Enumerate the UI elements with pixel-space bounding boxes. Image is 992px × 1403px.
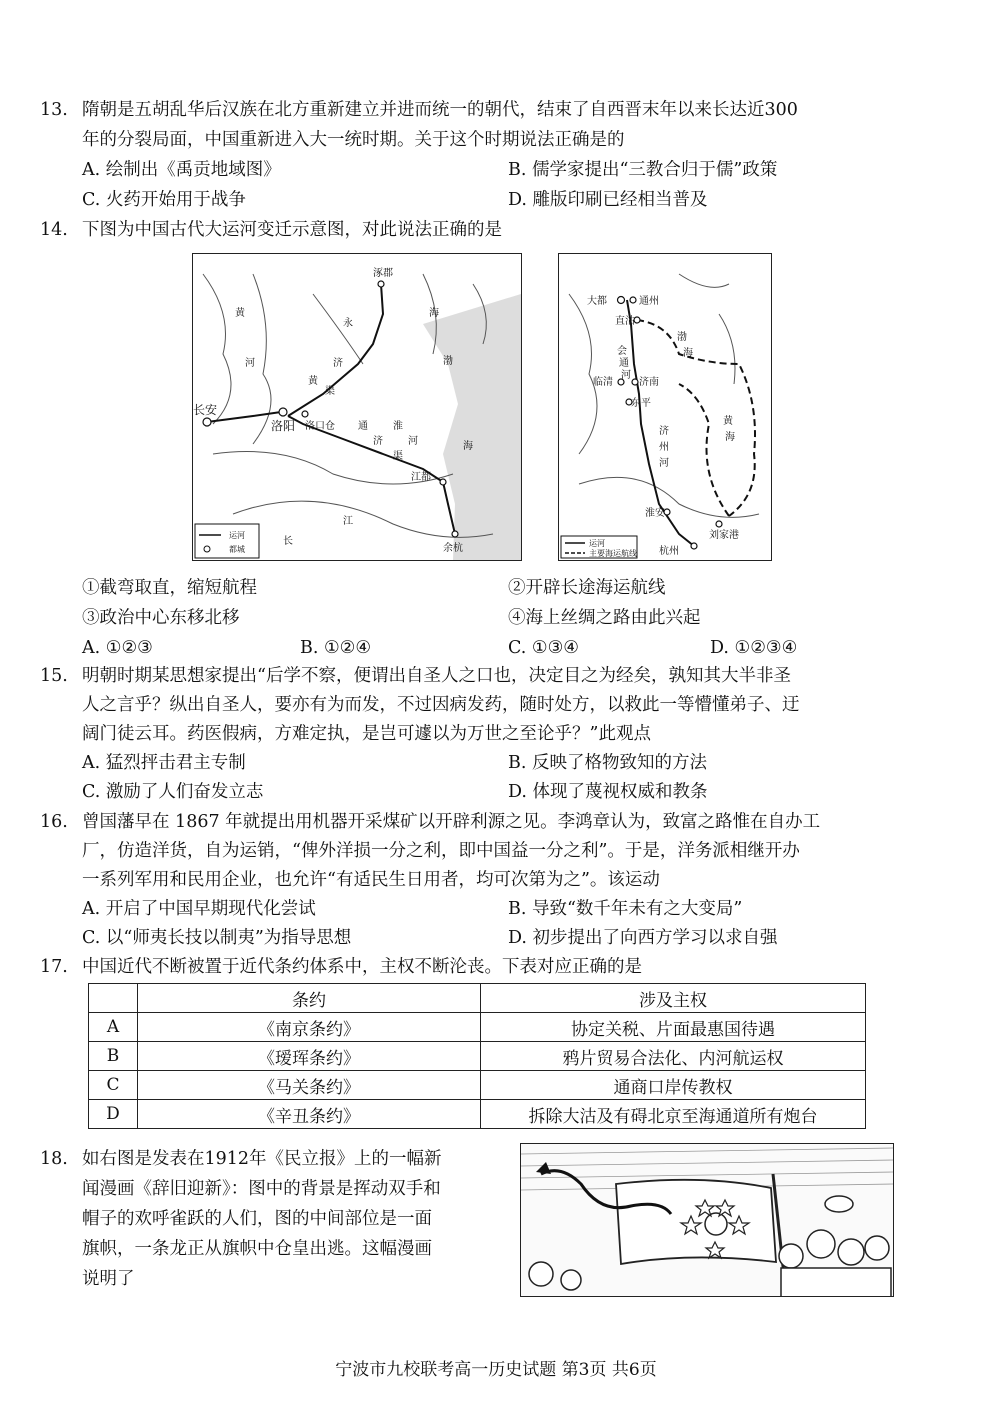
q18-line5: 说明了 xyxy=(82,1269,135,1289)
q18-line3: 帽子的欢呼雀跃的人们，图的中间部位是一面 xyxy=(82,1209,432,1229)
q18-number: 18. xyxy=(40,1149,68,1169)
map1-legend-canal: 运河 xyxy=(229,531,245,540)
map2-city-linqing: 临清 xyxy=(593,377,613,388)
map2-city-huaian: 淮安 xyxy=(645,508,665,519)
q15-option-c: C. 激励了人们奋发立志 xyxy=(82,782,264,802)
svg-text:江: 江 xyxy=(343,516,353,527)
map2-legend-canal: 运河 xyxy=(589,539,605,548)
map2-city-dongping: 东平 xyxy=(631,398,651,409)
table-header-letter xyxy=(89,984,138,1013)
table-row xyxy=(89,1042,866,1071)
svg-text:淮: 淮 xyxy=(393,421,403,432)
svg-text:河: 河 xyxy=(408,436,418,447)
q18-line2: 闻漫画《辞旧迎新》：图中的背景是挥动双手和 xyxy=(82,1179,441,1199)
treaty-table xyxy=(88,983,866,1129)
q13-line2: 年的分裂局面，中国重新进入大一统时期。关于这个时期说法正确是的 xyxy=(82,130,625,150)
table-cell-sovereignty: 拆除大沽及有碍北京至海通道所有炮台 xyxy=(481,1100,866,1129)
q14-option-a: A. ①②③ xyxy=(82,638,153,658)
table-row xyxy=(89,1100,866,1129)
cartoon-dragon-flag-image xyxy=(520,1143,894,1297)
q18-line4: 旗帜，一条龙正从旗帜中仓皇出逃。这幅漫画 xyxy=(82,1239,432,1259)
q13-option-a: A. 绘制出《禹贡地域图》 xyxy=(82,160,281,180)
q14-stem: 14. 下图为中国古代大运河变迁示意图，对此说法正确的是 xyxy=(40,220,502,240)
map1-city-jiangdu: 江都 xyxy=(411,472,431,483)
table-cell-treaty: 《瑷珲条约》 xyxy=(138,1042,481,1071)
q16-line3: 一系列军用和民用企业，也允许“有适民生日用者，均可次第为之”。该运动 xyxy=(82,870,660,890)
q13-line1: 13. 隋朝是五胡乱华后汉族在北方重新建立并进而统一的朝代，结束了自西晋末年以来长达近300 xyxy=(40,100,798,120)
table-cell-treaty: 《辛丑条约》 xyxy=(138,1100,481,1129)
svg-text:济: 济 xyxy=(333,358,343,369)
table-cell-treaty: 《南京条约》 xyxy=(138,1013,481,1042)
q13-number: 13. xyxy=(40,100,68,120)
q15-line2: 人之言乎？纵出自圣人，要亦有为而发，不过因病发药，随时处方，以救此一等懵懂弟子、迂 xyxy=(82,695,800,715)
q14-item-1: ①截弯取直，缩短航程 xyxy=(82,578,257,598)
map2-legend-sea-route: 主要海运航线 xyxy=(589,549,637,558)
svg-text:河: 河 xyxy=(621,370,631,381)
table-cell-treaty: 《马关条约》 xyxy=(138,1071,481,1100)
q16-line1: 16. 曾国藩早在 1867 年就提出用机器开采煤矿以开辟利源之见。李鸿章认为，致富之路惟在自办工 xyxy=(40,812,821,832)
svg-text:河: 河 xyxy=(245,358,255,369)
q13-option-c: C. 火药开始用于战争 xyxy=(82,190,246,210)
yuan-canal-map xyxy=(558,253,772,561)
map2-city-hangzhou: 杭州 xyxy=(659,546,679,557)
table-row xyxy=(89,1071,866,1100)
table-cell-letter: B xyxy=(89,1042,138,1071)
page-footer: 宁波市九校联考高一历史试题 第3页 共6页 xyxy=(335,1360,657,1380)
svg-text:海: 海 xyxy=(683,348,693,359)
map1-legend-capital: 都城 xyxy=(229,545,245,554)
sui-canal-map xyxy=(192,253,522,561)
q15-line3: 阔门徒云耳。药医假病，方难定执，是岂可遽以为万世之至论乎？”此观点 xyxy=(82,724,651,744)
svg-text:永: 永 xyxy=(343,318,353,329)
svg-text:长: 长 xyxy=(283,536,293,547)
svg-text:济: 济 xyxy=(659,426,669,437)
q15-option-a: A. 猛烈抨击君主专制 xyxy=(82,753,246,773)
svg-text:会: 会 xyxy=(617,346,627,357)
svg-text:济: 济 xyxy=(373,436,383,447)
q16-number: 16. xyxy=(40,812,68,832)
svg-text:黄: 黄 xyxy=(235,308,245,319)
q15-line1: 15. 明朝时期某思想家提出“后学不察，便谓出自圣人之口也，决定目之为经矣，孰知其大半非圣 xyxy=(40,666,791,686)
svg-text:海: 海 xyxy=(429,308,439,319)
q14-option-c: C. ①③④ xyxy=(508,638,579,658)
q14-item-2: ②开辟长途海运航线 xyxy=(508,578,666,598)
q14-number: 14. xyxy=(40,220,68,240)
q14-option-d: D. ①②③④ xyxy=(710,638,798,658)
table-header-sovereignty: 涉及主权 xyxy=(481,984,866,1013)
q14-item-3: ③政治中心东移北移 xyxy=(82,608,240,628)
svg-text:海: 海 xyxy=(725,432,735,443)
table-header-row xyxy=(89,984,866,1013)
q13-option-b: B. 儒学家提出“三教合归于儒”政策 xyxy=(508,160,778,180)
svg-text:黄: 黄 xyxy=(723,416,733,427)
table-cell-sovereignty: 协定关税、片面最惠国待遇 xyxy=(481,1013,866,1042)
svg-text:通: 通 xyxy=(358,421,368,432)
table-header-treaty: 条约 xyxy=(138,984,481,1013)
table-row xyxy=(89,1013,866,1042)
q16-option-b: B. 导致“数千年未有之大变局” xyxy=(508,899,743,919)
q15-option-b: B. 反映了格物致知的方法 xyxy=(508,753,707,773)
q16-option-c: C. 以“师夷长技以制夷”为指导思想 xyxy=(82,928,352,948)
svg-text:渠: 渠 xyxy=(393,451,403,462)
svg-text:河: 河 xyxy=(659,458,669,469)
map2-city-jinan: 济南 xyxy=(639,377,659,388)
svg-text:渤: 渤 xyxy=(443,356,453,367)
svg-text:渠: 渠 xyxy=(325,386,335,397)
q14-option-b: B. ①②④ xyxy=(300,638,372,658)
table-cell-sovereignty: 鸦片贸易合法化、内河航运权 xyxy=(481,1042,866,1071)
map2-city-liujiagang: 刘家港 xyxy=(709,530,739,541)
q18-line1: 18. 如右图是发表在1912年《民立报》上的一幅新 xyxy=(40,1149,442,1169)
svg-text:州: 州 xyxy=(659,442,669,453)
map2-city-dadu: 大都 xyxy=(587,296,607,307)
map1-city-yuhang: 余杭 xyxy=(443,543,463,554)
q13-option-d: D. 雕版印刷已经相当普及 xyxy=(508,190,708,210)
map2-city-zhigu: 直沽 xyxy=(615,316,635,327)
table-cell-letter: D xyxy=(89,1100,138,1129)
q15-number: 15. xyxy=(40,666,68,686)
table-cell-sovereignty: 通商口岸传教权 xyxy=(481,1071,866,1100)
q16-option-d: D. 初步提出了向西方学习以求自强 xyxy=(508,928,778,948)
svg-text:通: 通 xyxy=(619,358,629,369)
q16-option-a: A. 开启了中国早期现代化尝试 xyxy=(82,899,316,919)
svg-text:海: 海 xyxy=(463,441,473,452)
map2-city-tongzhou: 通州 xyxy=(639,296,659,307)
q15-option-d: D. 体现了蔑视权威和教条 xyxy=(508,782,708,802)
table-cell-letter: A xyxy=(89,1013,138,1042)
table-cell-letter: C xyxy=(89,1071,138,1100)
map1-city-luoyang: 洛阳 xyxy=(271,419,296,433)
svg-text:黄: 黄 xyxy=(308,376,318,387)
svg-text:渤: 渤 xyxy=(677,332,687,343)
map1-city-changan: 长安 xyxy=(193,403,218,417)
q14-item-4: ④海上丝绸之路由此兴起 xyxy=(508,608,701,628)
q17-number: 17. xyxy=(40,957,68,977)
map1-city-zhuojun: 涿郡 xyxy=(373,268,393,279)
map1-city-luokoucang: 洛口仓 xyxy=(305,421,335,432)
q16-line2: 厂，仿造洋货，自为运销，“俾外洋损一分之利，即中国益一分之利”。于是，洋务派相继开办 xyxy=(82,841,800,861)
q17-stem: 17. 中国近代不断被置于近代条约体系中，主权不断沦丧。下表对应正确的是 xyxy=(40,957,642,977)
